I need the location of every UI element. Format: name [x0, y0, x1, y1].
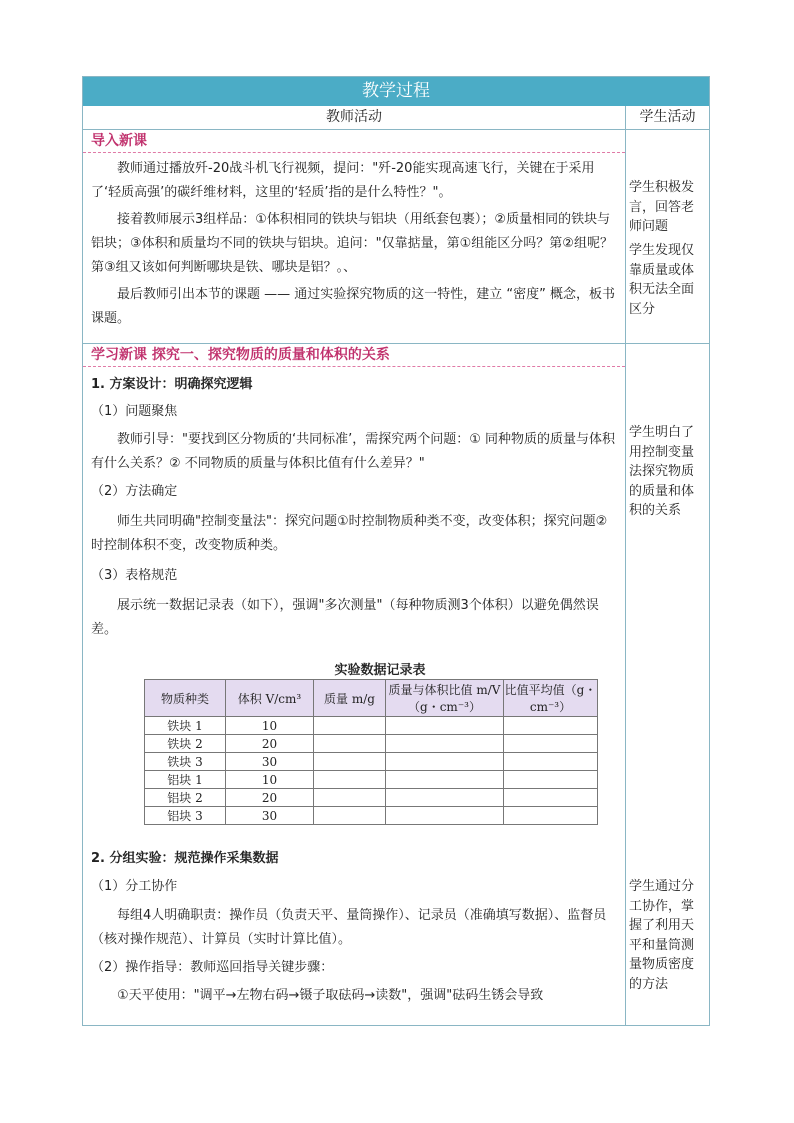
teaching-process-table [82, 76, 710, 1026]
data-table-title: 实验数据记录表 [334, 663, 426, 678]
intro-paragraph: 教师通过播放歼-20战斗机飞行视频，提问："歼-20能实现高速飞行，关键在于采用了‘轻质高强’的碳纤维材料，这里的‘轻质’指的是什么特性？"。 [91, 161, 595, 200]
table-cell: 10 [226, 771, 314, 789]
table-cell: 铁块 2 [145, 735, 226, 753]
table-row [145, 753, 598, 771]
step-title: （2）操作指导：教师巡回指导关键步骤： [91, 960, 334, 975]
student-response: 学生积极发言，回答老师问题 [629, 180, 695, 234]
table-cell: 30 [226, 807, 314, 825]
step-title: （1）问题聚焦 [91, 404, 178, 419]
table-cell: 铝块 2 [145, 789, 226, 807]
table-cell: 铝块 3 [145, 807, 226, 825]
intro-paragraph: 最后教师引出本节的课题 —— 通过实验探究物质的这一特性，建立 “密度” 概念，板书课题。 [91, 287, 615, 326]
subsection-title: 2. 分组实验：规范操作采集数据 [91, 851, 279, 866]
column-divider [625, 106, 626, 1025]
student-response: 学生明白了用控制变量法探究物质的质量和体积的关系 [629, 425, 695, 518]
table-cell: 30 [226, 753, 314, 771]
data-record-table [144, 679, 598, 825]
table-row [145, 717, 598, 735]
intro-section [83, 130, 625, 331]
step-paragraph: 展示统一数据记录表（如下），强调"多次测量"（每种物质测3个体积）以避免偶然误差。 [91, 598, 599, 637]
student-activity-header: 学生活动 [626, 106, 709, 130]
student-response: 学生发现仅靠质量或体积无法全面区分 [629, 243, 695, 317]
table-cell: 20 [226, 735, 314, 753]
intro-heading: 导入新课 [83, 130, 625, 153]
table-header: 物质种类 [145, 680, 226, 717]
table-header: 质量与体积比值 m/V（g・cm⁻³） [386, 680, 504, 717]
table-row [145, 789, 598, 807]
table-row [145, 807, 598, 825]
table-cell: 10 [226, 717, 314, 735]
table-header: 体积 V/cm³ [226, 680, 314, 717]
table-cell: 20 [226, 789, 314, 807]
experiment-section [83, 847, 625, 1008]
table-header: 质量 m/g [314, 680, 386, 717]
step-paragraph: ①天平使用："调平→左物右码→镊子取砝码→读数"，强调"砝码生锈会导致 [117, 988, 544, 1003]
teacher-activity-header: 教师活动 [83, 106, 625, 130]
table-title: 教学过程 [83, 77, 709, 106]
step-paragraph: 每组4人明确职责：操作员（负责天平、量筒操作）、记录员（准确填写数据）、监督员（核对操作规范）、计算员（实时计算比值）。 [91, 908, 607, 947]
step-title: （1）分工协作 [91, 879, 178, 894]
study-section [83, 344, 625, 642]
table-cell: 铁块 1 [145, 717, 226, 735]
step-title: （2）方法确定 [91, 484, 178, 499]
table-cell: 铝块 1 [145, 771, 226, 789]
table-cell: 铁块 3 [145, 753, 226, 771]
step-paragraph: 教师引导："要找到区分物质的‘共同标准’，需探究两个问题：① 同种物质的质量与体积有什么关系？② 不同物质的质量与体积比值有什么差异？" [91, 432, 616, 471]
table-row [145, 735, 598, 753]
study-heading: 学习新课 探究一、探究物质的质量和体积的关系 [83, 344, 625, 367]
step-paragraph: 师生共同明确"控制变量法"：探究问题①时控制物质种类不变，改变体积；探究问题②时控制体积不变，改变物质种类。 [91, 514, 608, 553]
table-header: 比值平均值（g・cm⁻³） [504, 680, 598, 717]
subsection-title: 1. 方案设计：明确探究逻辑 [91, 377, 253, 392]
step-title: （3）表格规范 [91, 568, 178, 583]
intro-paragraph: 接着教师展示3组样品：①体积相同的铁块与铝块（用纸套包裹）；②质量相同的铁块与铝块；③体积和质量均不同的铁块与铝块。追问："仅靠掂量，第①组能区分吗？第②组呢？第③组又该如何判断哪块是铁、哪块是铝？。、 [91, 212, 613, 275]
student-response: 学生通过分工协作，掌握了利用天平和量筒测量物质密度的方法 [629, 879, 695, 992]
table-row [145, 771, 598, 789]
